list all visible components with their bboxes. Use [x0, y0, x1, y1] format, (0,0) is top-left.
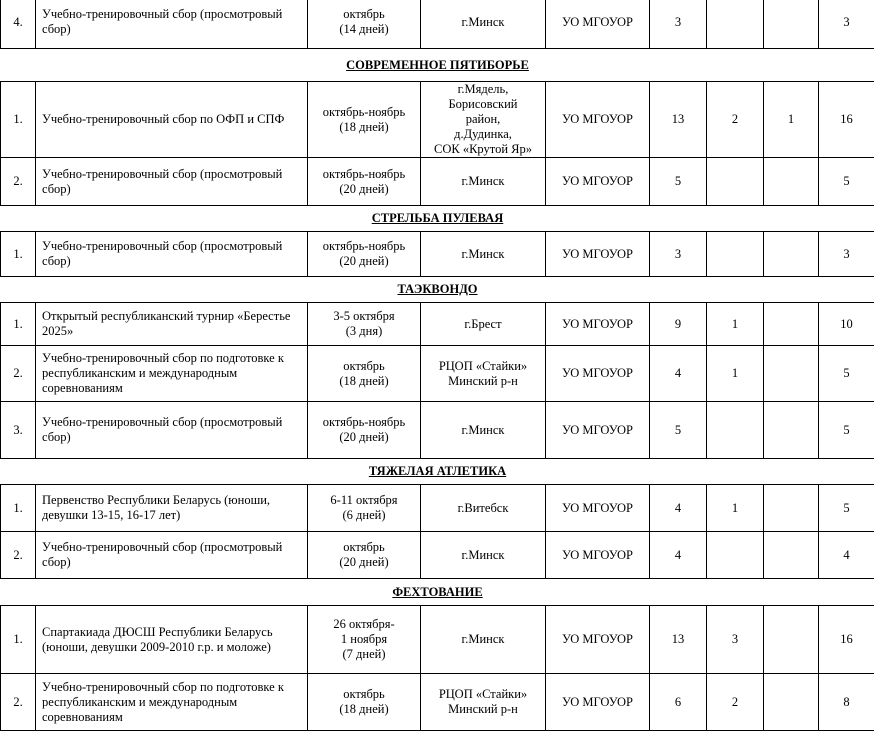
row-number: 2.: [1, 532, 36, 579]
organization: УО МГОУОР: [546, 346, 650, 402]
section-header: [1, 206, 874, 232]
count-total: 16: [819, 606, 874, 674]
event-place: РЦОП «Стайки» Минский р-н: [421, 346, 546, 402]
count-coaches: 1: [707, 485, 764, 532]
table-row: [1, 485, 874, 532]
row-number: 4.: [1, 0, 36, 49]
table-row: [1, 0, 874, 49]
event-date: октябрь (18 дней): [308, 674, 421, 731]
section-header: [1, 579, 874, 606]
count-athletes: 3: [650, 0, 707, 49]
event-name: Учебно-тренировочный сбор (просмотровый сбор): [36, 232, 308, 277]
event-place: г.Минск: [421, 532, 546, 579]
event-date: октябрь (14 дней): [308, 0, 421, 49]
table-row: [1, 158, 874, 206]
table-row: [1, 402, 874, 459]
count-coaches: 3: [707, 606, 764, 674]
count-staff: [764, 303, 819, 346]
count-total: 10: [819, 303, 874, 346]
section-header: [1, 49, 874, 82]
count-total: 5: [819, 346, 874, 402]
section-title: ТЯЖЕЛАЯ АТЛЕТИКА: [1, 459, 874, 485]
count-athletes: 13: [650, 606, 707, 674]
event-date: октябрь-ноябрь (20 дней): [308, 402, 421, 459]
count-coaches: [707, 0, 764, 49]
row-number: 2.: [1, 674, 36, 731]
count-athletes: 4: [650, 485, 707, 532]
event-place: г.Мядель, Борисовский район, д.Дудинка, СОК «Крутой Яр»: [421, 82, 546, 158]
section-title: СОВРЕМЕННОЕ ПЯТИБОРЬЕ: [1, 49, 874, 82]
count-athletes: 13: [650, 82, 707, 158]
event-name: Учебно-тренировочный сбор по подготовке к республиканским и международным соревнованиям: [36, 674, 308, 731]
count-staff: [764, 606, 819, 674]
count-staff: [764, 0, 819, 49]
organization: УО МГОУОР: [546, 674, 650, 731]
event-date: 6-11 октября (6 дней): [308, 485, 421, 532]
event-name: Учебно-тренировочный сбор (просмотровый сбор): [36, 0, 308, 49]
count-staff: [764, 485, 819, 532]
row-number: 1.: [1, 82, 36, 158]
count-coaches: 2: [707, 674, 764, 731]
count-total: 4: [819, 532, 874, 579]
table-row: [1, 303, 874, 346]
event-name: Учебно-тренировочный сбор по подготовке к республиканским и международным соревнованиям: [36, 346, 308, 402]
section-header: [1, 459, 874, 485]
count-coaches: 2: [707, 82, 764, 158]
organization: УО МГОУОР: [546, 232, 650, 277]
count-athletes: 4: [650, 346, 707, 402]
count-total: 5: [819, 158, 874, 206]
organization: УО МГОУОР: [546, 0, 650, 49]
row-number: 1.: [1, 303, 36, 346]
organization: УО МГОУОР: [546, 303, 650, 346]
count-athletes: 5: [650, 402, 707, 459]
count-athletes: 4: [650, 532, 707, 579]
count-total: 3: [819, 0, 874, 49]
count-coaches: 1: [707, 346, 764, 402]
event-place: г.Минск: [421, 0, 546, 49]
event-place: г.Минск: [421, 606, 546, 674]
event-date: октябрь (18 дней): [308, 346, 421, 402]
event-date: октябрь-ноябрь (20 дней): [308, 232, 421, 277]
organization: УО МГОУОР: [546, 532, 650, 579]
organization: УО МГОУОР: [546, 158, 650, 206]
count-staff: [764, 346, 819, 402]
count-total: 16: [819, 82, 874, 158]
event-place: г.Минск: [421, 232, 546, 277]
count-athletes: 5: [650, 158, 707, 206]
event-place: РЦОП «Стайки» Минский р-н: [421, 674, 546, 731]
count-staff: [764, 674, 819, 731]
section-title: ТАЭКВОНДО: [1, 277, 874, 303]
count-athletes: 6: [650, 674, 707, 731]
table-row: [1, 346, 874, 402]
event-name: Учебно-тренировочный сбор (просмотровый сбор): [36, 158, 308, 206]
event-place: г.Брест: [421, 303, 546, 346]
table-row: [1, 606, 874, 674]
count-staff: [764, 532, 819, 579]
event-name: Открытый республиканский турнир «Берестье 2025»: [36, 303, 308, 346]
event-name: Спартакиада ДЮСШ Республики Беларусь (юноши, девушки 2009-2010 г.р. и моложе): [36, 606, 308, 674]
row-number: 2.: [1, 346, 36, 402]
section-header: [1, 277, 874, 303]
row-number: 1.: [1, 232, 36, 277]
count-athletes: 9: [650, 303, 707, 346]
table-row: [1, 82, 874, 158]
organization: УО МГОУОР: [546, 485, 650, 532]
section-title: СТРЕЛЬБА ПУЛЕВАЯ: [1, 206, 874, 232]
count-total: 5: [819, 485, 874, 532]
row-number: 3.: [1, 402, 36, 459]
count-coaches: [707, 402, 764, 459]
row-number: 1.: [1, 485, 36, 532]
organization: УО МГОУОР: [546, 606, 650, 674]
event-name: Учебно-тренировочный сбор по ОФП и СПФ: [36, 82, 308, 158]
count-athletes: 3: [650, 232, 707, 277]
event-place: г.Минск: [421, 158, 546, 206]
table-row: [1, 674, 874, 731]
event-place: г.Витебск: [421, 485, 546, 532]
event-name: Первенство Республики Беларусь (юноши, девушки 13-15, 16-17 лет): [36, 485, 308, 532]
count-coaches: 1: [707, 303, 764, 346]
count-coaches: [707, 532, 764, 579]
event-date: октябрь-ноябрь (20 дней): [308, 158, 421, 206]
count-coaches: [707, 232, 764, 277]
event-name: Учебно-тренировочный сбор (просмотровый сбор): [36, 532, 308, 579]
row-number: 2.: [1, 158, 36, 206]
event-place: г.Минск: [421, 402, 546, 459]
count-total: 8: [819, 674, 874, 731]
count-total: 3: [819, 232, 874, 277]
section-title: ФЕХТОВАНИЕ: [1, 579, 874, 606]
row-number: 1.: [1, 606, 36, 674]
count-staff: [764, 232, 819, 277]
event-name: Учебно-тренировочный сбор (просмотровый сбор): [36, 402, 308, 459]
count-staff: [764, 158, 819, 206]
event-date: октябрь-ноябрь (18 дней): [308, 82, 421, 158]
table-row: [1, 532, 874, 579]
table-row: [1, 232, 874, 277]
event-date: октябрь (20 дней): [308, 532, 421, 579]
count-staff: 1: [764, 82, 819, 158]
count-total: 5: [819, 402, 874, 459]
organization: УО МГОУОР: [546, 402, 650, 459]
count-coaches: [707, 158, 764, 206]
organization: УО МГОУОР: [546, 82, 650, 158]
count-staff: [764, 402, 819, 459]
event-date: 3-5 октября (3 дня): [308, 303, 421, 346]
event-date: 26 октября- 1 ноября (7 дней): [308, 606, 421, 674]
